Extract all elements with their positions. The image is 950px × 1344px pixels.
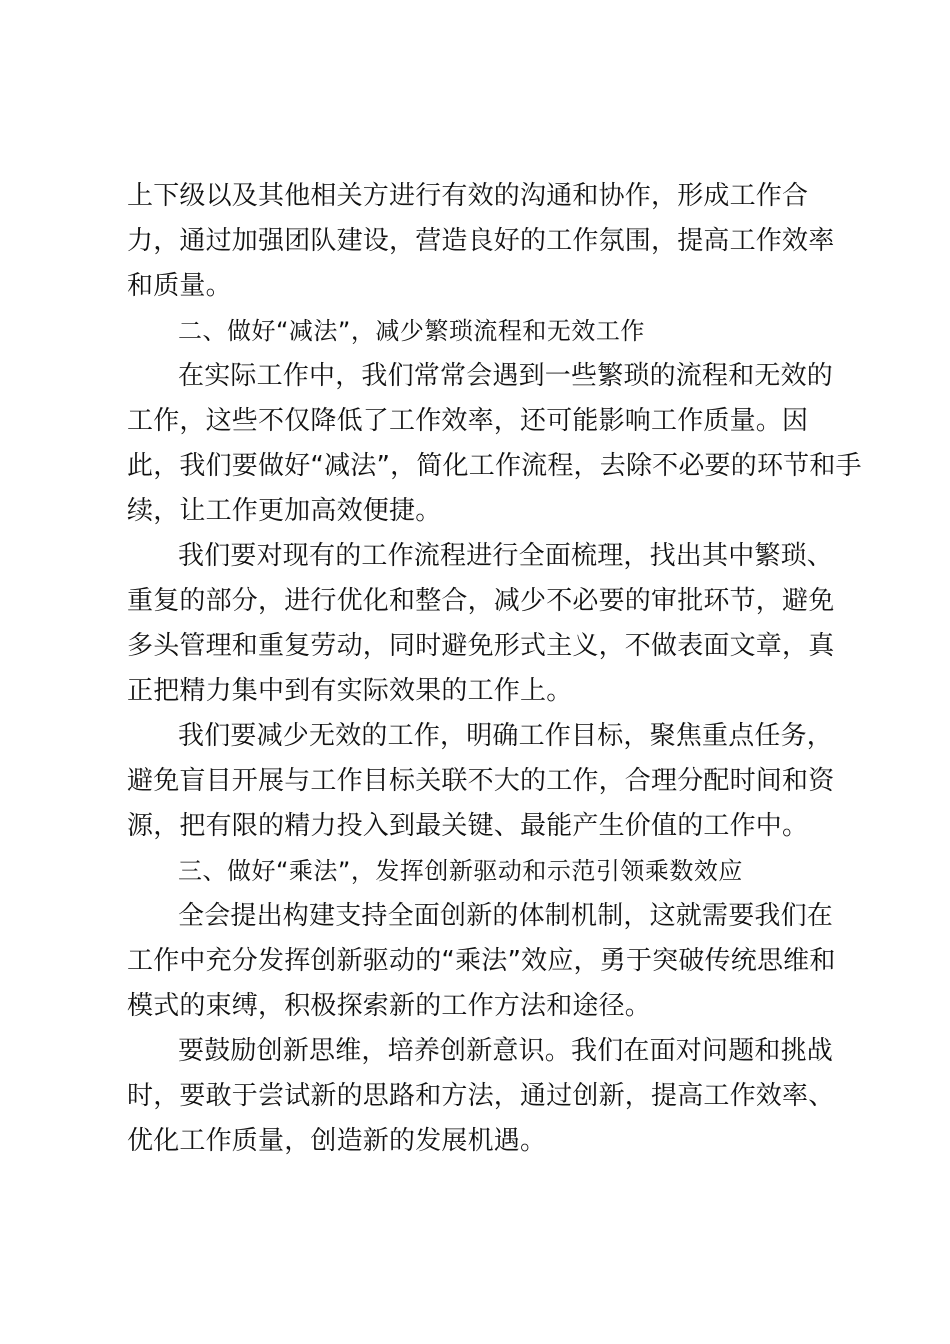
text-line: 续，让工作更加高效便捷。 (127, 496, 442, 526)
text-line: 工作，这些不仅降低了工作效率，还可能影响工作质量。因 (127, 406, 809, 436)
paragraph-first-line: 全会提出构建支持全面创新的体制机制，这就需要我们在 (178, 901, 834, 931)
paragraph-first-line: 我们要对现有的工作流程进行全面梳理，找出其中繁琐、 (178, 541, 834, 571)
text-line: 力，通过加强团队建设，营造良好的工作氛围，提高工作效率 (127, 226, 835, 256)
text-line: 源，把有限的精力投入到最关键、最能产生价值的工作中。 (127, 811, 809, 841)
text-line: 工作中充分发挥创新驱动的“乘法”效应，勇于突破传统思维和 (127, 946, 836, 976)
paragraph-first-line: 在实际工作中，我们常常会遇到一些繁琐的流程和无效的 (178, 361, 834, 391)
paragraph-first-line: 我们要减少无效的工作，明确工作目标，聚焦重点任务， (178, 721, 834, 751)
text-line: 和质量。 (127, 271, 232, 301)
section-heading-subtraction: 二、做好“减法”，减少繁琐流程和无效工作 (178, 317, 645, 345)
text-line: 上下级以及其他相关方进行有效的沟通和协作，形成工作合 (127, 181, 809, 211)
text-line: 重复的部分，进行优化和整合，减少不必要的审批环节，避免 (127, 586, 835, 616)
section-heading-multiplication: 三、做好“乘法”，发挥创新驱动和示范引领乘数效应 (178, 857, 743, 885)
text-line: 避免盲目开展与工作目标关联不大的工作，合理分配时间和资 (127, 766, 835, 796)
text-line: 多头管理和重复劳动，同时避免形式主义，不做表面文章，真 (127, 631, 835, 661)
paragraph-first-line: 要鼓励创新思维，培养创新意识。我们在面对问题和挑战 (178, 1036, 834, 1066)
text-line: 优化工作质量，创造新的发展机遇。 (127, 1126, 547, 1156)
text-line: 时，要敢于尝试新的思路和方法，通过创新，提高工作效率、 (127, 1081, 835, 1111)
text-line: 此，我们要做好“减法”，简化工作流程，去除不必要的环节和手 (127, 451, 862, 481)
text-line: 模式的束缚，积极探索新的工作方法和途径。 (127, 991, 652, 1021)
text-line: 正把精力集中到有实际效果的工作上。 (127, 676, 573, 706)
